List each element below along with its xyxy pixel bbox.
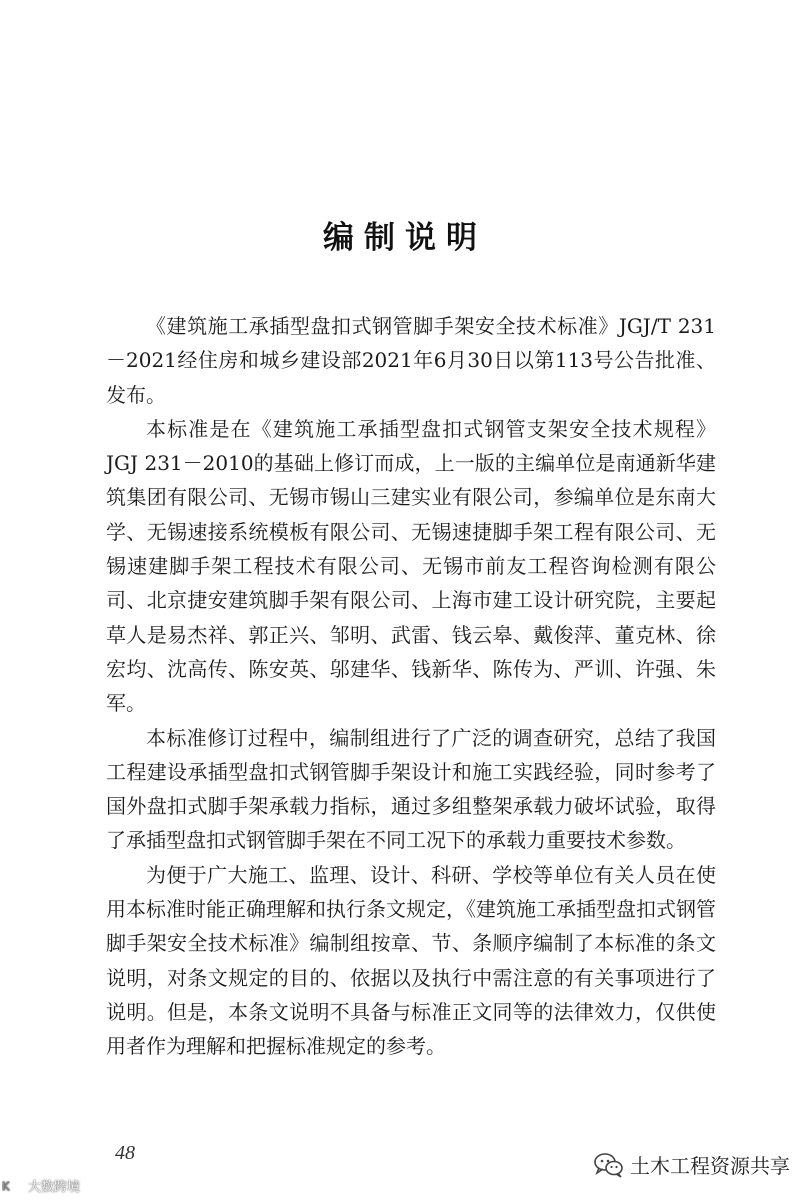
kk-logo-icon xyxy=(2,1179,24,1193)
watermark-left xyxy=(2,1176,80,1195)
paragraph: 《建筑施工承插型盘扣式钢管脚手架安全技术标准》JGJ/T 231－2021经住房和城乡建设部2021年6月30日以第113号公告批准、发布。 xyxy=(106,314,716,407)
watermark-left-text: 大数跨境 xyxy=(28,1180,81,1195)
wechat-icon xyxy=(594,1152,624,1178)
watermark-right-text: 土木工程资源共享 xyxy=(630,1154,790,1178)
page-number: 48 xyxy=(115,1142,135,1164)
body-text xyxy=(106,309,716,1064)
watermark-right xyxy=(594,1150,790,1179)
paragraph: 为便于广大施工、监理、设计、科研、学校等单位有关人员在使用本标准时能正确理解和执行条文规定，《建筑施工承插型盘扣式钢管脚手架安全技术标准》编制组按章、节、条顺序编制了本标准的条文说明，对条文规定的目的、依据以及执行中需注意的有关事项进行了说明。但是，本条文说明不具备与标准正文同等的法律效力，仅供使用者作为理解和把握标准规定的参考。 xyxy=(106,862,716,1059)
paragraph: 本标准修订过程中，编制组进行了广泛的调查研究，总结了我国工程建设承插型盘扣式钢管脚手架设计和施工实践经验，同时参考了国外盘扣式脚手架承载力指标，通过多组整架承载力破坏试验，取得了承插型盘扣式钢管脚手架在不同工况下的承载力重要技术参数。 xyxy=(106,725,716,853)
page-title: 编制说明 xyxy=(323,220,487,256)
svg-text:K: K xyxy=(2,1179,10,1193)
paragraph: 本标准是在《建筑施工承插型盘扣式钢管支架安全技术规程》JGJ 231－2010的基础上修订而成，上一版的主编单位是南通新华建筑集团有限公司、无锡市锡山三建实业有限公司，参编单位是东南大学、无锡速接系统模板有限公司、无锡速捷脚手架工程有限公司、无锡速建脚手架工程技术有限公司、无锡市前友工程咨询检测有限公司、北京捷安建筑脚手架有限公司、上海市建工设计研究院，主要起草人是易杰祥、郭正兴、邹明、武雷、钱云皋、戴俊萍、董克林、徐宏均、沈高传、陈安英、邬建华、钱新华、陈传为、严训、许强、朱军。 xyxy=(106,416,716,716)
